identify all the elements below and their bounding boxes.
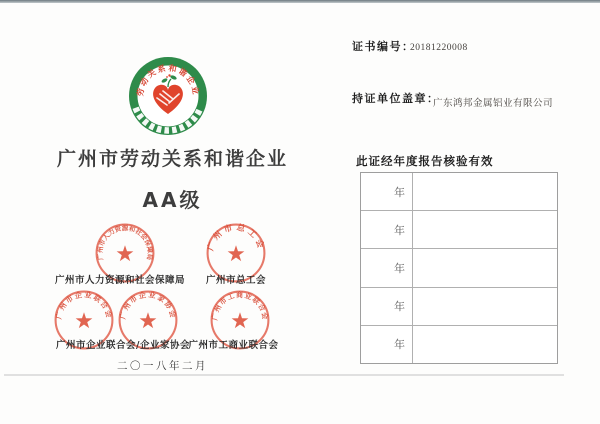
- table-row: [361, 173, 557, 211]
- annual-verification-note: 此证经年度报告核验有效: [356, 154, 494, 168]
- issue-date: 二〇一八年二月: [117, 360, 208, 372]
- year-cell: 年: [361, 326, 413, 363]
- holder-stamp-label: 持证单位盖章：: [352, 92, 440, 105]
- table-row: [361, 288, 557, 326]
- seal-arc-text: 广州市人力资源和社会保障局: [96, 224, 154, 261]
- star-icon: [76, 312, 93, 328]
- title-line-2: AA级: [142, 187, 203, 212]
- star-icon: [232, 312, 249, 328]
- seal-arc-text: 广州市企业家协会: [118, 289, 178, 320]
- seal-arc-text: 广州市总工会: [205, 222, 267, 252]
- scan-edge-line: [0, 0, 600, 3]
- seal-caption-hr-bureau: 广州市人力资源和社会保障局: [54, 275, 185, 286]
- year-cell: 年: [361, 288, 413, 325]
- seal-caption-enterprise-associations: 广州市企业联合会/企业家协会: [56, 340, 190, 351]
- seal-caption-industry-commerce: 广州市工商业联合会: [188, 340, 279, 351]
- year-cell: 年: [361, 249, 413, 286]
- seal-arc-text: 广州市工商业联合会: [209, 290, 271, 321]
- year-cell: 年: [361, 173, 413, 210]
- harmony-enterprise-logo-icon: [128, 56, 208, 136]
- seal-arc-text: 广州市企业联合会: [54, 289, 114, 320]
- table-row: [361, 249, 557, 287]
- logo-arc-text: 劳动关系和谐企业: [135, 63, 201, 97]
- table-row: [361, 211, 557, 249]
- blank-cell: [413, 173, 557, 210]
- star-icon: [228, 245, 245, 261]
- cert-number-value: 20181220008: [410, 43, 468, 53]
- star-icon: [140, 312, 157, 328]
- annual-verification-table: [360, 172, 558, 364]
- cert-number-label: 证书编号：: [352, 40, 415, 53]
- table-row: [361, 326, 557, 363]
- certificate-title: [30, 148, 315, 213]
- blank-cell: [413, 326, 557, 363]
- blank-cell: [413, 211, 557, 248]
- year-cell: 年: [361, 211, 413, 248]
- star-icon: [117, 245, 134, 261]
- page-shadow: [4, 374, 564, 376]
- seal-caption-trade-union: 广州市总工会: [205, 275, 266, 286]
- blank-cell: [413, 249, 557, 286]
- title-line-1: 广州市劳动关系和谐企业: [56, 148, 288, 170]
- holder-company-name: 广东鸿邦金属铝业有限公司: [433, 99, 554, 109]
- blank-cell: [413, 288, 557, 325]
